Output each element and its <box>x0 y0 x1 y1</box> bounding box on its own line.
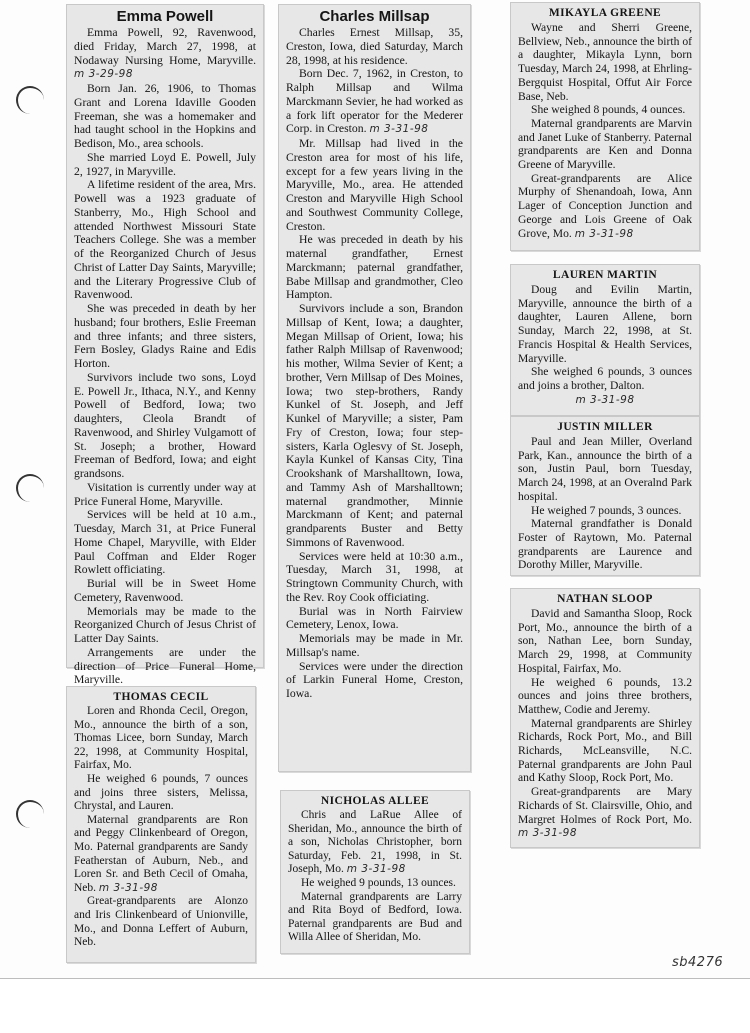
birth-paragraph: Maternal grandfather is Donald Foster of Raytown, Mo. Paternal grandparents are Laurence and Dorothy Miller, Maryville. <box>518 517 692 572</box>
birth-nicholas-allee <box>280 790 470 954</box>
birth-nathan-sloop <box>510 588 700 848</box>
obituary-paragraph: A lifetime resident of the area, Mrs. Powell was a 1923 graduate of Stanberry, Mo., High School and attended Northwest Missouri State Teachers College. She was a member of the Reorganized Church of Jesus Christ of Latter Day Saints, Maryville; and the Literary Progressive Club of Ravenwood. <box>74 178 256 302</box>
birth-paragraph: David and Samantha Sloop, Rock Port, Mo., announce the birth of a son, Nathan Lee, born Sunday, March 29, 1998, at Community Hospital, Fairfax, Mo. <box>518 607 692 675</box>
birth-paragraph <box>288 809 462 877</box>
obituary-paragraph: Arrangements are under the direction of Price Funeral Home, Maryville. <box>74 645 256 687</box>
birth-paragraph: Maternal grandparents are Larry and Rita Boyd of Bedford, Iowa. Paternal grandparents are Bud and Willa Allee of Sheridan, Mo. <box>288 890 462 944</box>
birth-paragraph: He weighed 7 pounds, 3 ounces. <box>531 503 682 517</box>
birth-paragraph: Maternal grandparents are Shirley Richards, Rock Port, Mo., and Bill Richards, McLeansville, N.C. Paternal grandparents are John Paul and Kathy Sloop, Rock Port, Mo. <box>518 716 692 785</box>
obituary-paragraph: She married Loyd E. Powell, July 2, 1927, in Maryville. <box>74 150 256 178</box>
paragraph-text: Born Dec. 7, 1962, in Creston, to Ralph Millsap and Wilma Marckmann Sevier, he had worked as a fork lift operator for the Mederer Corp. in Creston. <box>286 67 463 136</box>
handwritten-date-note: m 3-29-98 <box>74 68 134 81</box>
birth-paragraph: Maternal grandparents are Marvin and Janet Luke of Stanberry. Paternal grandparents are Ken and Donna Greene of Maryville. <box>518 116 692 172</box>
birth-mikayla-greene <box>510 2 700 251</box>
obituary-paragraph: Survivors include two sons, Loyd E. Powell Jr., Ithaca, N.Y., and Kenny Powell of Bedford, Iowa; two daughters, Cleola Brandt of Ravenwood, and Shirley Vulgamott of St. Joseph; a brother, Howard Freeman of Bedford, Iowa; and eight grandsons. <box>74 370 256 480</box>
obituary-paragraph: Mr. Millsap had lived in the Creston area for most of his life, except for a few years living in the Maryville, Mo., area. He attended Creston and Maryville High School and Southwest Community College, Creston. <box>286 137 463 233</box>
birth-title: NATHAN SLOOP <box>557 593 653 605</box>
birth-thomas-cecil <box>66 686 256 963</box>
obituary-paragraph: Burial will be in Sweet Home Cemetery, Ravenwood. <box>74 577 256 604</box>
birth-paragraph: Wayne and Sherri Greene, Bellview, Neb., announce the birth of a daughter, Mikayla Lynn, born Tuesday, March 24, 1998, at Ehrling-Bergquist Hospital, Offut Air Force Base, Neb. <box>518 21 692 103</box>
binder-hole <box>16 800 44 828</box>
obituary-paragraph: He was preceded in death by his maternal grandfather, Ernest Marckmann; paternal grandfather, Babe Millsap and grandmother, Cleo Hampton. <box>286 233 463 302</box>
birth-title: NICHOLAS ALLEE <box>320 795 430 807</box>
obituary-paragraph: She was preceded in death by her husband; four brothers, Eslie Freeman and three infants; and three sisters, Fern Bosley, Gladys Raine and Edis Horton. <box>74 302 256 370</box>
binder-hole <box>16 86 44 114</box>
obituary-paragraph: Born Jan. 26, 1906, to Thomas Grant and Lorena Idaville Gooden Freeman, she was a homemaker and had taught school in the Hopkins and Bedison, Mo., area schools. <box>74 82 256 150</box>
obituary-title: Charles Millsap <box>319 8 430 25</box>
paragraph-text: Great-grandparents are Alice Murphy of Shenandoah, Iowa, Ann Lager of Conception Junction and George and Lois Greene of Oak Grove, Mo. <box>518 171 692 240</box>
handwritten-date-note: m 3-31-98 <box>369 123 429 136</box>
birth-title: LAUREN MARTIN <box>552 269 658 281</box>
birth-paragraph: She weighed 8 pounds, 4 ounces. <box>531 103 686 117</box>
handwritten-date-note: m 3-31-98 <box>98 881 158 894</box>
handwritten-date-note: m 3-31-98 <box>518 827 578 840</box>
birth-paragraph: He weighed 6 pounds, 7 ounces and joins three sisters, Melissa, Chrystal, and Lauren. <box>74 772 248 813</box>
birth-paragraph: Great-grandparents are Alonzo and Iris Clinkenbeard of Unionville, Mo., and Donna Leffert of Auburn, Neb. <box>74 895 248 949</box>
obituary-paragraph: Burial was in North Fairview Cemetery, Lenox, Iowa. <box>286 604 463 632</box>
obituary-charles-millsap <box>278 4 471 772</box>
birth-paragraph: Loren and Rhonda Cecil, Oregon, Mo., announce the birth of a son, Thomas Licee, born Sunday, March 22, 1998, at Community Hospital, Fairfax, Mo. <box>74 705 248 772</box>
handwritten-date-note: m 3-31-98 <box>346 863 406 876</box>
obituary-emma-powell <box>66 4 264 687</box>
obituary-paragraph: Charles Ernest Millsap, 35, Creston, Iowa, died Saturday, March 28, 1998, at his residence. <box>286 26 463 67</box>
birth-title: THOMAS CECIL <box>113 691 209 703</box>
handwritten-date-note: m 3-31-98 <box>575 393 635 406</box>
birth-paragraph <box>518 785 692 841</box>
paragraph-text: Great-grandparents are Mary Richards of St. Clairsville, Ohio, and Margret Holmes of Rock Port, Mo. <box>518 785 692 826</box>
handwritten-sheet-id: sb4276 <box>672 955 724 970</box>
birth-paragraph: He weighed 6 pounds, 13.2 ounces and joins three brothers, Matthew, Codie and Jeremy. <box>518 675 692 716</box>
birth-paragraph <box>74 814 248 896</box>
obituary-title: Emma Powell <box>116 8 214 25</box>
obituary-paragraph: Services were held at 10:30 a.m., Tuesday, March 31, 1998, at Stringtown Community Church, with the Rev. Roy Cook officiating. <box>286 549 463 604</box>
paragraph-text: Emma Powell, 92, Ravenwood, died Friday, March 27, 1998, at Nodaway Nursing Home, Maryville. <box>74 26 256 67</box>
birth-paragraph <box>518 172 692 242</box>
birth-paragraph: Paul and Jean Miller, Overland Park, Kan., announce the birth of a son, Justin Paul, born Tuesday, March 24, 1998, at an Overalnd Park hospital. <box>518 435 692 503</box>
birth-lauren-martin <box>510 264 700 416</box>
birth-paragraph: He weighed 9 pounds, 13 ounces. <box>301 876 456 889</box>
birth-paragraph: Doug and Evilin Martin, Maryville, announce the birth of a daughter, Lauren Allene, born Sunday, March 22, 1998, at St. Francis Hospital & Health Services, Maryville. <box>518 283 692 365</box>
obituary-paragraph: Memorials may be made in Mr. Millsap's name. <box>286 632 463 659</box>
paragraph-text: Chris and LaRue Allee of Sheridan, Mo., announce the birth of a son, Nicholas Christopher, born Saturday, Feb. 21, 1998, in St. Joseph, Mo. <box>288 809 462 876</box>
obituary-paragraph: Memorials may be made to the Reorganized Church of Jesus Christ of Latter Day Saints. <box>74 604 256 645</box>
obituary-paragraph: Visitation is currently under way at Price Funeral Home, Maryville. <box>74 480 256 508</box>
birth-justin-miller <box>510 416 700 576</box>
birth-title: JUSTIN MILLER <box>557 421 653 433</box>
obituary-paragraph: Survivors include a son, Brandon Millsap of Kent, Iowa; a daughter, Megan Millsap of Orient, Iowa; his father Ralph Millsap of Ravenwood; his mother, Wilma Sevier of Kent; a brother, Vern Millsap of Des Moines, Iowa; two step-brothers, Randy Kunkel of St. Joseph, and Jeff Kunkel of Maryville; a sister, Pam Fry of Creston, Iowa; four step-sisters, Karla Oglesvy of St. Joseph, Kayla Kunkel of Kansas City, Tina Crookshank of Marshalltown, Iowa, and Tammy Ash of Marshalltown; maternal grandmother, Minnie Marckmann of Kent; and paternal grandparents Buster and Betty Simmons of Ravenwood. <box>286 302 463 549</box>
obituary-paragraph: Services will be held at 10 a.m., Tuesday, March 31, at Price Funeral Home Chapel, Maryville, with Elder Paul Coffman and Elder Roger Rowlett officiating. <box>74 508 256 577</box>
obituary-paragraph <box>286 67 463 137</box>
birth-title: MIKAYLA GREENE <box>548 7 662 19</box>
handwritten-date-note: m 3-31-98 <box>574 227 634 240</box>
birth-paragraph: She weighed 6 pounds, 3 ounces and joins a brother, Dalton. <box>518 365 692 392</box>
obituary-paragraph <box>74 26 256 82</box>
obituary-paragraph: Services were under the direction of Larkin Funeral Home, Creston, Iowa. <box>286 659 463 700</box>
paragraph-text: Maternal grandparents are Ron and Peggy Clinkenbeard of Oregon, Mo. Paternal grandparents are Sandy Featherstan of Auburn, Neb., and Loren Sr. and Beth Cecil of Omaha, Neb. <box>74 813 248 894</box>
binder-hole <box>16 474 44 502</box>
